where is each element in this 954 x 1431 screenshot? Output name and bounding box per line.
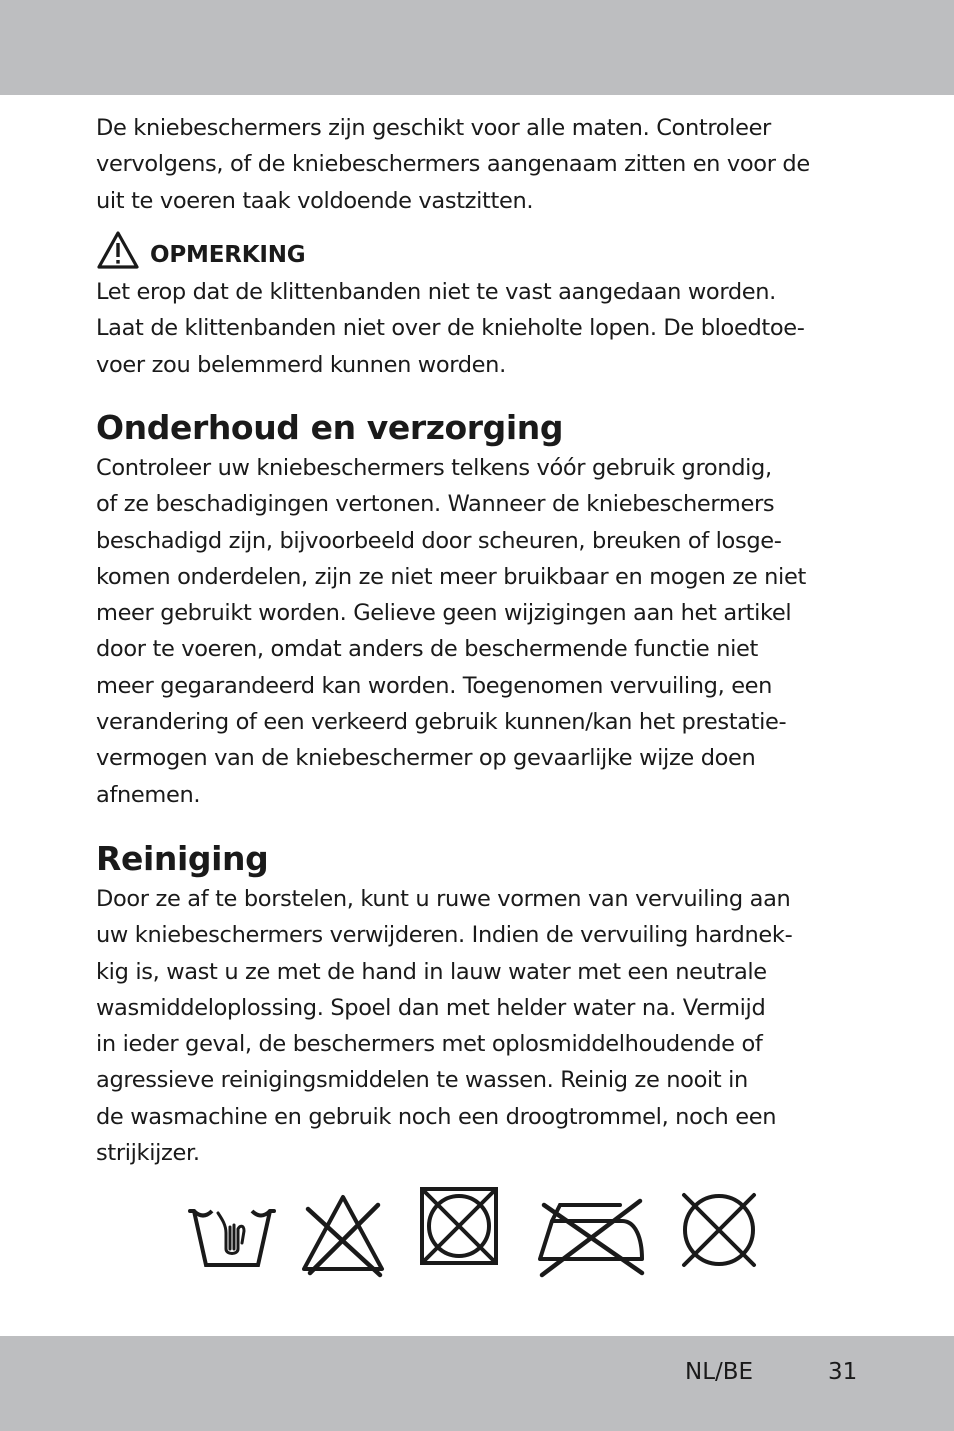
text-line: Let erop dat de klittenbanden niet te vast aangedaan worden.	[96, 279, 776, 305]
text-line: komen onderdelen, zijn ze niet meer bruikbaar en mogen ze niet	[96, 563, 806, 590]
text-line: afnemen.	[96, 781, 201, 808]
do-not-dry-clean-icon	[672, 1185, 766, 1275]
cleaning-paragraph	[96, 881, 792, 1171]
do-not-bleach-icon	[298, 1185, 388, 1280]
warning-triangle-icon	[96, 230, 140, 270]
text-line: door te voeren, omdat anders de beschermende functie niet	[96, 636, 759, 663]
do-not-iron-icon	[532, 1185, 648, 1280]
note-title: OPMERKING	[150, 242, 306, 268]
text-line: meer gegarandeerd kan worden. Toegenomen vervuiling, een	[96, 672, 773, 699]
text-line: De kniebeschermers zijn geschikt voor alle maten. Controleer	[96, 115, 771, 141]
note-header	[96, 226, 305, 270]
text-line: of ze beschadigingen vertonen. Wanneer de kniebeschermers	[96, 491, 775, 518]
page-number: 31	[828, 1359, 858, 1385]
text-line: voer zou belemmerd kunnen worden.	[96, 351, 506, 378]
footer-band	[0, 1336, 954, 1431]
maintenance-heading: Onderhoud en verzorging	[96, 408, 564, 447]
text-line: Door ze af te borstelen, kunt u ruwe vormen van vervuiling aan	[96, 886, 791, 912]
text-line: vermogen van de kniebeschermer op gevaarlijke wijze doen	[96, 745, 756, 772]
cleaning-heading: Reiniging	[96, 839, 269, 878]
text-line: uw kniebeschermers verwijderen. Indien de vervuiling hardnek-	[96, 922, 793, 949]
note-paragraph	[96, 274, 805, 383]
text-line: in ieder geval, de beschermers met oplosmiddelhoudende of	[96, 1031, 763, 1058]
text-line: wasmiddeloplossing. Spoel dan met helder water na. Vermijd	[96, 994, 766, 1021]
text-line: agressieve reinigingsmiddelen te wassen. Reinig ze nooit in	[96, 1067, 748, 1094]
text-line: uit te voeren taak voldoende vastzitten.	[96, 187, 534, 214]
header-band	[0, 0, 954, 95]
maintenance-paragraph	[96, 450, 806, 813]
care-symbols	[186, 1185, 766, 1280]
text-line: meer gebruikt worden. Gelieve geen wijzigingen aan het artikel	[96, 600, 792, 627]
do-not-tumble-dry-icon	[418, 1185, 500, 1267]
text-line: Laat de klittenbanden niet over de knieholte lopen. De bloedtoe-	[96, 315, 805, 342]
text-line: Controleer uw kniebeschermers telkens vóór gebruik grondig,	[96, 455, 772, 481]
text-line: vervolgens, of de kniebeschermers aangenaam zitten en voor de	[96, 151, 810, 178]
text-line: verandering of een verkeerd gebruik kunnen/kan het prestatie-	[96, 709, 787, 736]
footer-language: NL/BE	[685, 1359, 754, 1385]
text-line: kig is, wast u ze met de hand in lauw water met een neutrale	[96, 958, 767, 985]
intro-paragraph	[96, 110, 810, 219]
hand-wash-icon	[186, 1185, 278, 1280]
text-line: strijkijzer.	[96, 1140, 200, 1167]
text-line: beschadigd zijn, bijvoorbeeld door scheuren, breuken of losge-	[96, 527, 782, 554]
text-line: de wasmachine en gebruik noch een droogtrommel, noch een	[96, 1103, 777, 1130]
